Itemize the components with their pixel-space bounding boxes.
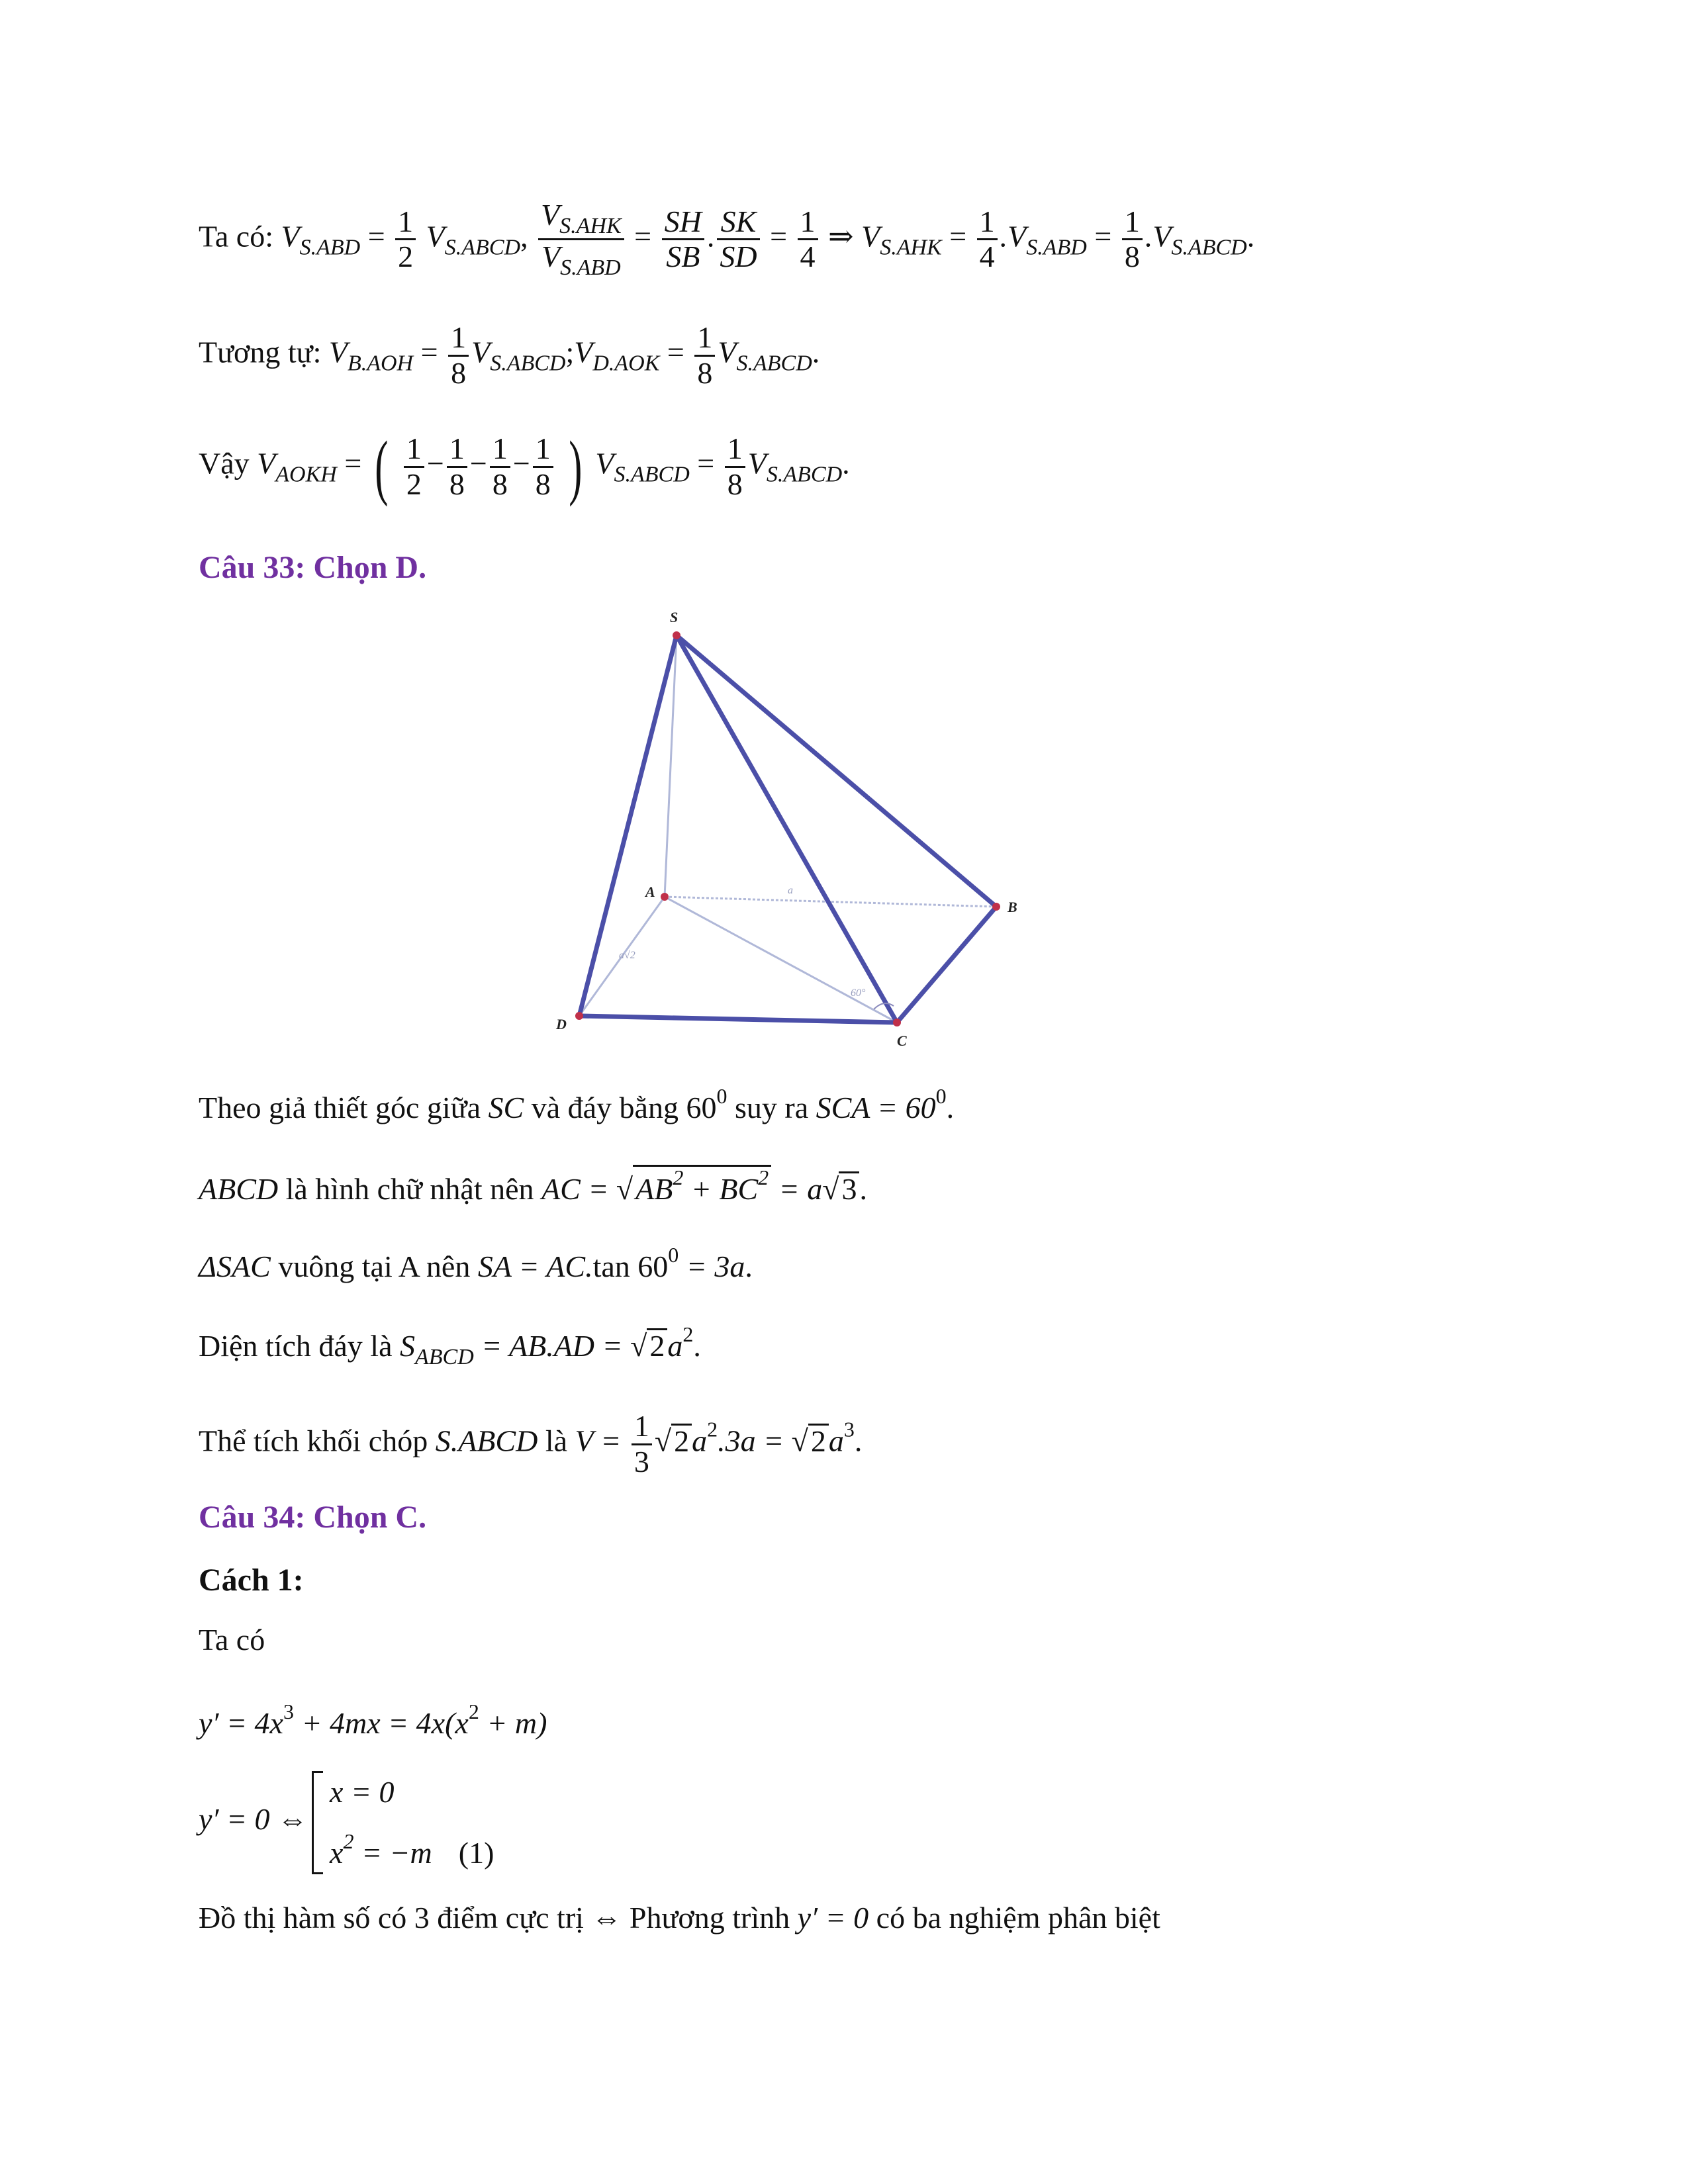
period: . — [1246, 219, 1255, 253]
line-conclusion — [199, 1903, 1160, 1933]
period: . — [745, 1250, 753, 1283]
line-area: Diện tích đáy là $S_{ABCD} = AB.AD = √2a^2$. — [199, 1322, 701, 1369]
numerator: 1 — [694, 321, 715, 357]
radicand: 3 — [839, 1171, 859, 1205]
pyramid-figure — [503, 596, 1099, 1059]
math: + 4mx = 4x(x — [293, 1706, 469, 1740]
fraction — [798, 205, 818, 274]
equals: = — [634, 219, 659, 253]
denominator — [538, 240, 624, 280]
period: . — [812, 335, 820, 369]
text: suy ra — [727, 1091, 816, 1124]
fraction — [538, 199, 624, 281]
point-a — [661, 893, 669, 901]
denominator: 2 — [406, 467, 422, 501]
numerator: 1 — [533, 432, 553, 468]
line-derivative — [199, 1701, 547, 1739]
radicand — [633, 1165, 771, 1205]
superscript: 2 — [682, 1322, 694, 1346]
math: S — [400, 1329, 416, 1363]
left-paren: ( — [375, 426, 389, 507]
period: . — [859, 1172, 867, 1206]
equals: = — [697, 446, 722, 480]
text: Phương trình — [622, 1901, 798, 1934]
equation-3 — [199, 426, 850, 507]
superscript: 2 — [673, 1165, 684, 1189]
fraction — [717, 205, 759, 274]
numerator: 1 — [395, 205, 416, 241]
fraction — [447, 432, 467, 501]
equation-1 — [199, 199, 1254, 281]
numerator: SH — [662, 205, 704, 241]
minus: − — [426, 446, 444, 480]
math: V — [281, 219, 300, 253]
text: Ta có: — [199, 219, 281, 253]
fraction — [662, 205, 704, 274]
bracket — [312, 1771, 323, 1874]
text: có ba nghiệm phân biệt — [868, 1901, 1160, 1934]
math: ΔSAC — [199, 1250, 271, 1283]
fraction — [490, 432, 510, 501]
text: Vậy — [199, 446, 258, 480]
edge-sc — [677, 635, 897, 1023]
subscript: D.AOK — [592, 351, 660, 376]
point-c — [893, 1019, 901, 1026]
subscript: S.ABD — [299, 235, 361, 260]
equals: = — [344, 446, 369, 480]
denominator: 2 — [398, 240, 414, 274]
numerator: SK — [717, 205, 759, 241]
numerator: 1 — [447, 432, 467, 468]
numerator: 1 — [1122, 205, 1143, 241]
text: Diện tích đáy là — [199, 1329, 400, 1363]
label-angle: 60° — [851, 987, 866, 999]
line-given — [199, 1085, 954, 1123]
radicand: 2 — [808, 1424, 829, 1457]
line-volume: Thể tích khối chóp S.ABCD là V = $\frac{1}{3}$ $√2a^2.3a = √2a^3$. — [199, 1409, 863, 1479]
denominator: 8 — [535, 467, 551, 501]
math: .V — [1000, 219, 1027, 253]
math: SA = AC. — [477, 1250, 593, 1283]
period: . — [946, 1091, 955, 1124]
case-1: x = 0 — [330, 1775, 395, 1809]
numerator: 1 — [404, 432, 424, 468]
math: V — [574, 335, 593, 369]
line-system — [199, 1767, 494, 1878]
math: = −m — [353, 1836, 432, 1870]
fraction — [977, 205, 998, 274]
superscript: 3 — [843, 1417, 855, 1441]
math: V = — [575, 1424, 629, 1458]
question-33-heading: Câu 33: Chọn D. — [199, 550, 427, 585]
text: và đáy bằng — [524, 1091, 686, 1124]
subscript: S.ABCD — [736, 351, 812, 376]
superscript: 2 — [468, 1700, 479, 1723]
subscript: ABCD — [415, 1345, 474, 1369]
fraction — [533, 432, 553, 501]
math: SCA = 60 — [816, 1091, 936, 1124]
denominator: 8 — [492, 467, 508, 501]
math: V — [747, 446, 767, 480]
point-d — [575, 1012, 583, 1020]
point-b — [992, 903, 1000, 911]
math: y′ = 0 ⇔ — [199, 1802, 308, 1837]
edge-sb — [677, 635, 996, 907]
math: AC = — [541, 1172, 616, 1206]
math: y′ = 0 — [797, 1901, 869, 1934]
period: . — [842, 446, 850, 480]
denominator: SB — [666, 240, 700, 274]
period: . — [854, 1424, 863, 1458]
equals: = — [420, 335, 446, 369]
math: V — [595, 446, 614, 480]
text: vuông tại A nên — [270, 1250, 478, 1283]
line-taco: Ta có — [199, 1623, 265, 1657]
label-ab-length: a — [788, 885, 793, 896]
minus: − — [469, 446, 487, 480]
denominator: 8 — [451, 355, 467, 390]
math: = AB.AD = — [473, 1329, 631, 1363]
line-rectangle: ABCD là hình chữ nhật nên AC = $√AB^2 + BC^2 = a√3$. — [199, 1165, 867, 1206]
radicand: 2 — [647, 1328, 667, 1362]
math: + BC — [683, 1172, 759, 1206]
superscript: 2 — [707, 1417, 718, 1441]
text: là — [538, 1424, 575, 1458]
denominator: 8 — [697, 355, 713, 390]
numerator: 1 — [632, 1410, 652, 1445]
equation-2 — [199, 321, 820, 390]
math: a — [667, 1329, 683, 1363]
equals: = — [667, 335, 692, 369]
label-c: C — [897, 1032, 907, 1049]
math: V — [861, 219, 880, 253]
math: = a — [771, 1172, 823, 1206]
text: Theo giả thiết góc giữa — [199, 1091, 489, 1124]
label-d: D — [556, 1016, 567, 1032]
numerator: 1 — [490, 432, 510, 468]
subscript: S.ABCD — [1171, 235, 1247, 260]
label-ad-length: a√2 — [619, 950, 635, 961]
subscript: S.AHK — [559, 214, 622, 238]
subscript: S.ABCD — [444, 235, 521, 260]
equals: = — [367, 219, 393, 253]
math: V — [328, 335, 348, 369]
cases — [330, 1767, 494, 1878]
equals: = — [1094, 219, 1119, 253]
math: .V — [1145, 219, 1172, 253]
equals: = — [949, 219, 974, 253]
label-s: S — [670, 609, 679, 625]
superscript: 0 — [668, 1243, 679, 1267]
case-2 — [330, 1817, 494, 1878]
denominator: 8 — [1124, 240, 1140, 274]
subscript: S.ABCD — [766, 462, 843, 487]
math: V — [426, 219, 445, 253]
subscript: S.ABD — [1026, 235, 1087, 260]
superscript: 2 — [758, 1165, 769, 1189]
denominator: 3 — [633, 1444, 649, 1479]
period: . — [693, 1329, 701, 1363]
label-b: B — [1008, 899, 1017, 915]
subscript: B.AOH — [347, 351, 414, 376]
edge-dc — [579, 1016, 897, 1023]
text: Đồ thị hàm số có 3 điểm cực trị — [199, 1901, 592, 1934]
math: .3a = — [718, 1424, 792, 1458]
denominator: 4 — [800, 240, 816, 274]
label-a: A — [645, 884, 655, 900]
equals: = — [770, 219, 795, 253]
minus: − — [512, 446, 530, 480]
math: a — [828, 1424, 844, 1458]
fraction — [448, 321, 469, 390]
equivalence-arrow: ⇔ — [591, 1901, 622, 1934]
subscript: S.ABD — [560, 255, 621, 281]
math: V — [257, 446, 276, 480]
fraction — [725, 432, 745, 501]
math: 60 — [686, 1091, 717, 1124]
superscript: 2 — [343, 1829, 354, 1853]
math: V — [718, 335, 737, 369]
fraction — [1122, 205, 1143, 274]
math: x — [330, 1836, 344, 1870]
superscript: 3 — [283, 1700, 294, 1723]
math: AB — [635, 1172, 673, 1206]
superscript: 0 — [935, 1084, 947, 1108]
math: V — [471, 335, 491, 369]
numerator: 1 — [977, 205, 998, 241]
math: tan 60 — [592, 1250, 669, 1283]
math: S.ABCD — [435, 1424, 538, 1458]
numerator: 1 — [725, 432, 745, 468]
math: = 3a — [679, 1250, 745, 1283]
subscript: S.AHK — [880, 235, 942, 260]
math: + m) — [479, 1706, 547, 1740]
fraction — [632, 1410, 652, 1479]
numerator — [538, 199, 624, 240]
numerator: 1 — [448, 321, 469, 357]
fraction — [395, 205, 416, 274]
fraction — [404, 432, 424, 501]
superscript: 0 — [716, 1084, 727, 1108]
math: SC — [488, 1091, 524, 1124]
denominator: SD — [720, 240, 757, 274]
right-paren: ) — [569, 426, 583, 507]
semicolon: ; — [565, 335, 575, 369]
comma: , — [520, 219, 528, 253]
text: là hình chữ nhật nên — [278, 1172, 542, 1206]
radicand: 2 — [671, 1424, 692, 1457]
equation-number: (1) — [458, 1836, 494, 1870]
denominator: 4 — [979, 240, 995, 274]
denominator: 8 — [449, 467, 465, 501]
implies-arrow: ⇒ — [828, 219, 854, 253]
subscript: S.ABCD — [614, 462, 690, 487]
v: V — [541, 198, 560, 232]
method-1-heading: Cách 1: — [199, 1563, 304, 1598]
math: ABCD — [199, 1172, 279, 1206]
edge-cb — [897, 907, 996, 1023]
text: Thể tích khối chóp — [199, 1424, 436, 1458]
dot: . — [706, 219, 715, 253]
fraction — [694, 321, 715, 390]
math: y′ = 4x — [199, 1706, 283, 1740]
subscript: S.ABCD — [490, 351, 566, 376]
question-34-heading: Câu 34: Chọn C. — [199, 1500, 427, 1535]
point-s — [673, 631, 680, 639]
line-triangle — [199, 1244, 753, 1282]
text: Tương tự: — [199, 335, 329, 369]
v: V — [541, 240, 561, 274]
denominator: 8 — [727, 467, 743, 501]
subscript: AOKH — [275, 462, 337, 487]
math: a — [692, 1424, 708, 1458]
numerator: 1 — [798, 205, 818, 241]
